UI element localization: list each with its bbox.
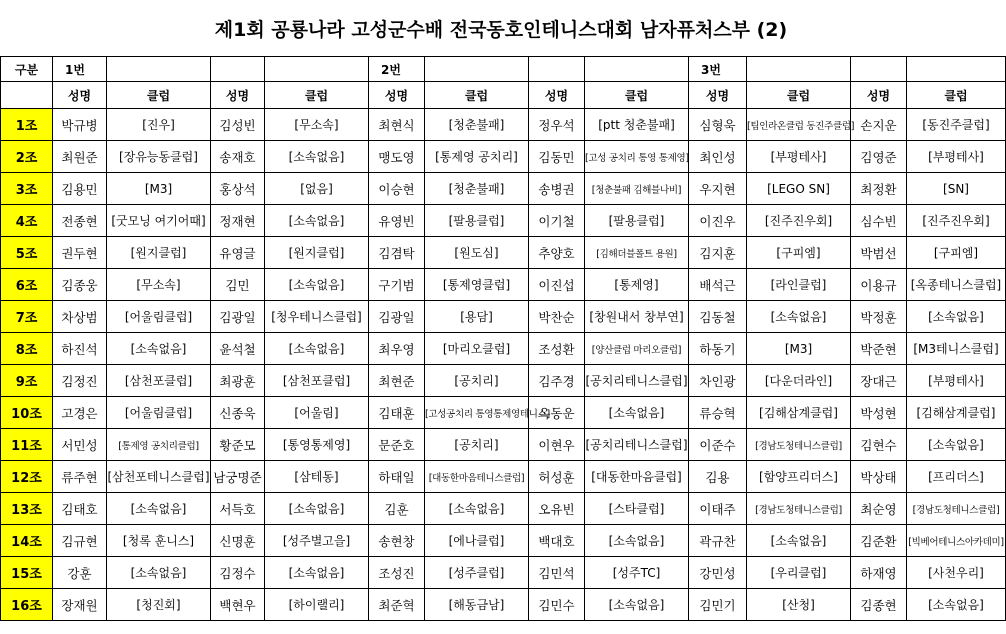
table-row [1, 493, 1006, 525]
player-name-cell: 조성진 [369, 557, 425, 589]
club-cell: [어울림클럽] [107, 301, 211, 333]
player-name-cell: 박상태 [851, 461, 907, 493]
player-name-cell: 윤석철 [211, 333, 265, 365]
group-header-blank [529, 57, 585, 82]
player-name-cell: 김민 [211, 269, 265, 301]
player-name-cell: 김정진 [53, 365, 107, 397]
group-number-cell: 1조 [1, 109, 53, 141]
player-name-cell: 하재영 [851, 557, 907, 589]
player-name-cell: 김광일 [369, 301, 425, 333]
player-name-cell: 김정수 [211, 557, 265, 589]
group-number-cell: 7조 [1, 301, 53, 333]
player-name-cell: 김훈 [369, 493, 425, 525]
name-header: 성명 [53, 82, 107, 109]
gubun-blank-cell [1, 82, 53, 109]
club-cell: [프리더스] [907, 461, 1006, 493]
table-row [1, 333, 1006, 365]
player-name-cell: 우지현 [689, 173, 747, 205]
player-name-cell: 홍상석 [211, 173, 265, 205]
club-cell: [무소속] [265, 109, 369, 141]
club-cell: [소속없음] [425, 493, 529, 525]
group-header-blank [907, 57, 1006, 82]
player-name-cell: 서득호 [211, 493, 265, 525]
player-name-cell: 김준환 [851, 525, 907, 557]
player-name-cell: 하진석 [53, 333, 107, 365]
player-name-cell: 박준현 [851, 333, 907, 365]
group-number-cell: 11조 [1, 429, 53, 461]
table-row [1, 525, 1006, 557]
club-cell: [SN] [907, 173, 1006, 205]
club-cell: [구피엠] [747, 237, 851, 269]
player-name-cell: 구기범 [369, 269, 425, 301]
club-cell: [통제영 공치리클럽] [107, 429, 211, 461]
group-header-row [1, 57, 1006, 82]
club-cell: [원지클럽] [265, 237, 369, 269]
player-name-cell: 김영준 [851, 141, 907, 173]
club-cell: [청춘불패 김해블나비] [585, 173, 689, 205]
club-cell: [어울림] [265, 397, 369, 429]
club-cell: [삼천포클럽] [265, 365, 369, 397]
player-name-cell: 이용규 [851, 269, 907, 301]
player-name-cell: 문준호 [369, 429, 425, 461]
player-name-cell: 김종웅 [53, 269, 107, 301]
table-row [1, 589, 1006, 621]
club-cell: [통영통제영] [265, 429, 369, 461]
group-header-blank [747, 57, 851, 82]
player-name-cell: 유영글 [211, 237, 265, 269]
group-number-cell: 14조 [1, 525, 53, 557]
player-name-cell: 손지운 [851, 109, 907, 141]
player-name-cell: 신종욱 [211, 397, 265, 429]
player-name-cell: 신명훈 [211, 525, 265, 557]
group-number-cell: 4조 [1, 205, 53, 237]
club-cell: [원도심] [425, 237, 529, 269]
player-name-cell: 김현수 [851, 429, 907, 461]
player-name-cell: 김민기 [689, 589, 747, 621]
table-row [1, 173, 1006, 205]
player-name-cell: 송재호 [211, 141, 265, 173]
club-cell: [소속없음] [265, 205, 369, 237]
table-row [1, 237, 1006, 269]
player-name-cell: 김민수 [529, 589, 585, 621]
group-number-cell: 6조 [1, 269, 53, 301]
club-cell: [청춘불패] [425, 173, 529, 205]
player-name-cell: 최순영 [851, 493, 907, 525]
club-cell: [옥종테니스클럽] [907, 269, 1006, 301]
column-header-row [1, 82, 1006, 109]
player-name-cell: 최현식 [369, 109, 425, 141]
club-cell: [소속없음] [265, 141, 369, 173]
club-cell: [소속없음] [265, 269, 369, 301]
club-cell: [함양프리더스] [747, 461, 851, 493]
table-row [1, 461, 1006, 493]
player-name-cell: 남궁명준 [211, 461, 265, 493]
club-cell: [사천우리] [907, 557, 1006, 589]
player-name-cell: 차상범 [53, 301, 107, 333]
group-number-cell: 13조 [1, 493, 53, 525]
club-cell: [공치리] [425, 365, 529, 397]
club-cell: [장유능동클럽] [107, 141, 211, 173]
group-1-header: 1번 [53, 57, 107, 82]
player-name-cell: 추양호 [529, 237, 585, 269]
player-name-cell: 김종현 [851, 589, 907, 621]
club-cell: [M3테니스클럽] [907, 333, 1006, 365]
club-cell: [경남도청테니스클럽] [747, 429, 851, 461]
club-cell: [통제영클럽] [425, 269, 529, 301]
group-number-cell: 3조 [1, 173, 53, 205]
group-3-header: 3번 [689, 57, 747, 82]
player-name-cell: 김용민 [53, 173, 107, 205]
player-name-cell: 박성현 [851, 397, 907, 429]
player-name-cell: 김용 [689, 461, 747, 493]
club-cell: [M3] [747, 333, 851, 365]
player-name-cell: 이진우 [689, 205, 747, 237]
club-cell: [없음] [265, 173, 369, 205]
group-header-blank [851, 57, 907, 82]
club-cell: [어울림클럽] [107, 397, 211, 429]
player-name-cell: 송병권 [529, 173, 585, 205]
club-cell: [소속없음] [585, 525, 689, 557]
club-cell: [에나클럽] [425, 525, 529, 557]
player-name-cell: 배석근 [689, 269, 747, 301]
player-name-cell: 류주현 [53, 461, 107, 493]
table-row [1, 109, 1006, 141]
club-cell: [진우] [107, 109, 211, 141]
club-cell: [삼천포테니스클럽] [107, 461, 211, 493]
club-cell: [구피엠] [907, 237, 1006, 269]
player-name-cell: 하동기 [689, 333, 747, 365]
club-cell: [공치리] [425, 429, 529, 461]
draw-table [0, 56, 1006, 621]
player-name-cell: 정재현 [211, 205, 265, 237]
player-name-cell: 박찬순 [529, 301, 585, 333]
page-title: 제1회 공룡나라 고성군수배 전국동호인테니스대회 남자퓨처스부 (2) [214, 18, 788, 41]
club-cell: [소속없음] [907, 589, 1006, 621]
player-name-cell: 권두현 [53, 237, 107, 269]
club-cell: [소속없음] [265, 557, 369, 589]
club-cell: [김해더블폴트 용원] [585, 237, 689, 269]
gubun-header: 구분 [1, 57, 53, 82]
player-name-cell: 이준수 [689, 429, 747, 461]
club-cell: [김해삼계클럽] [907, 397, 1006, 429]
club-header: 클럽 [265, 82, 369, 109]
club-cell: [양산클럽 마리오클럽] [585, 333, 689, 365]
player-name-cell: 박규병 [53, 109, 107, 141]
player-name-cell: 김규현 [53, 525, 107, 557]
table-row [1, 205, 1006, 237]
club-header: 클럽 [747, 82, 851, 109]
club-cell: [청진회] [107, 589, 211, 621]
player-name-cell: 이기철 [529, 205, 585, 237]
player-name-cell: 김동민 [529, 141, 585, 173]
club-cell: [소속없음] [107, 333, 211, 365]
table-row [1, 429, 1006, 461]
club-header: 클럽 [107, 82, 211, 109]
club-cell: [팀인라온클럽 동진주클럽] [747, 109, 851, 141]
club-cell: [소속없음] [907, 301, 1006, 333]
club-cell: [소속없음] [265, 493, 369, 525]
club-cell: [창원내서 창부연] [585, 301, 689, 333]
club-cell: [청우테니스클럽] [265, 301, 369, 333]
player-name-cell: 박범선 [851, 237, 907, 269]
player-name-cell: 고경은 [53, 397, 107, 429]
club-header: 클럽 [907, 82, 1006, 109]
player-name-cell: 이승현 [369, 173, 425, 205]
club-cell: [팔용클럽] [585, 205, 689, 237]
club-cell: [산청] [747, 589, 851, 621]
club-cell: [통제영 공치리] [425, 141, 529, 173]
club-header: 클럽 [585, 82, 689, 109]
club-cell: [부평테사] [907, 365, 1006, 397]
group-number-cell: 8조 [1, 333, 53, 365]
player-name-cell: 최우영 [369, 333, 425, 365]
club-cell: [굿모닝 여기어때] [107, 205, 211, 237]
club-cell: [경남도청테니스클럽] [747, 493, 851, 525]
player-name-cell: 심형욱 [689, 109, 747, 141]
club-cell: [청춘불패] [425, 109, 529, 141]
player-name-cell: 최준혁 [369, 589, 425, 621]
group-number-cell: 16조 [1, 589, 53, 621]
name-header: 성명 [689, 82, 747, 109]
group-2-header: 2번 [369, 57, 425, 82]
club-cell: [해동금남] [425, 589, 529, 621]
player-name-cell: 이태주 [689, 493, 747, 525]
club-cell: [소속없음] [747, 301, 851, 333]
club-cell: [대동한마음테니스클럽] [425, 461, 529, 493]
player-name-cell: 허성훈 [529, 461, 585, 493]
player-name-cell: 전종현 [53, 205, 107, 237]
club-cell: [고성 공치리 통영 통제영] [585, 141, 689, 173]
name-header: 성명 [851, 82, 907, 109]
player-name-cell: 정우석 [529, 109, 585, 141]
club-cell: [김해삼계클럽] [747, 397, 851, 429]
player-name-cell: 류승혁 [689, 397, 747, 429]
table-row [1, 301, 1006, 333]
player-name-cell: 최인성 [689, 141, 747, 173]
player-name-cell: 강민성 [689, 557, 747, 589]
club-cell: [M3] [107, 173, 211, 205]
club-cell: [부평테사] [907, 141, 1006, 173]
player-name-cell: 김겸탁 [369, 237, 425, 269]
club-cell: [청록 훈니스] [107, 525, 211, 557]
group-header-blank [107, 57, 211, 82]
club-cell: [소속없음] [265, 333, 369, 365]
table-row [1, 397, 1006, 429]
club-cell: [빅베어테니스아카데미] [907, 525, 1006, 557]
player-name-cell: 최정환 [851, 173, 907, 205]
group-header-blank [425, 57, 529, 82]
player-name-cell: 김성빈 [211, 109, 265, 141]
group-number-cell: 12조 [1, 461, 53, 493]
player-name-cell: 김태호 [53, 493, 107, 525]
player-name-cell: 옥동운 [529, 397, 585, 429]
club-cell: [진주진우회] [907, 205, 1006, 237]
club-cell: [용담] [425, 301, 529, 333]
club-cell: [소속없음] [907, 429, 1006, 461]
club-cell: [팔용클럽] [425, 205, 529, 237]
club-cell: [삼테동] [265, 461, 369, 493]
player-name-cell: 김민석 [529, 557, 585, 589]
player-name-cell: 심수빈 [851, 205, 907, 237]
club-cell: [소속없음] [747, 525, 851, 557]
club-cell: [통제영] [585, 269, 689, 301]
player-name-cell: 송현창 [369, 525, 425, 557]
club-cell: [라인클럽] [747, 269, 851, 301]
player-name-cell: 이진섭 [529, 269, 585, 301]
player-name-cell: 최원준 [53, 141, 107, 173]
club-cell: [대동한마음클럽] [585, 461, 689, 493]
club-cell: [공치리테니스클럽] [585, 429, 689, 461]
player-name-cell: 백대호 [529, 525, 585, 557]
club-cell: [삼천포클럽] [107, 365, 211, 397]
player-name-cell: 하태일 [369, 461, 425, 493]
player-name-cell: 차인광 [689, 365, 747, 397]
player-name-cell: 김태훈 [369, 397, 425, 429]
club-cell: [성주TC] [585, 557, 689, 589]
club-cell: [원지클럽] [107, 237, 211, 269]
club-cell: [소속없음] [585, 397, 689, 429]
player-name-cell: 황준모 [211, 429, 265, 461]
player-name-cell: 강훈 [53, 557, 107, 589]
player-name-cell: 이현우 [529, 429, 585, 461]
club-cell: [진주진우회] [747, 205, 851, 237]
group-header-blank [211, 57, 265, 82]
group-number-cell: 15조 [1, 557, 53, 589]
player-name-cell: 서민성 [53, 429, 107, 461]
group-number-cell: 10조 [1, 397, 53, 429]
club-cell: [ptt 청춘불패] [585, 109, 689, 141]
club-cell: [무소속] [107, 269, 211, 301]
club-cell: [소속없음] [107, 493, 211, 525]
club-cell: [경남도청테니스클럽] [907, 493, 1006, 525]
club-cell: [소속없음] [107, 557, 211, 589]
player-name-cell: 김광일 [211, 301, 265, 333]
club-cell: [LEGO SN] [747, 173, 851, 205]
table-row [1, 365, 1006, 397]
group-header-blank [585, 57, 689, 82]
player-name-cell: 유영빈 [369, 205, 425, 237]
club-cell: [스타클럽] [585, 493, 689, 525]
name-header: 성명 [211, 82, 265, 109]
player-name-cell: 조성환 [529, 333, 585, 365]
player-name-cell: 김동철 [689, 301, 747, 333]
club-cell: [하이랠리] [265, 589, 369, 621]
table-row [1, 557, 1006, 589]
name-header: 성명 [369, 82, 425, 109]
table-row [1, 269, 1006, 301]
group-header-blank [265, 57, 369, 82]
club-cell: [고성공치리 통영통제영테니스] [425, 397, 529, 429]
club-cell: [동진주클럽] [907, 109, 1006, 141]
group-number-cell: 9조 [1, 365, 53, 397]
name-header: 성명 [529, 82, 585, 109]
player-name-cell: 박정훈 [851, 301, 907, 333]
player-name-cell: 장재원 [53, 589, 107, 621]
player-name-cell: 장대근 [851, 365, 907, 397]
player-name-cell: 맹도영 [369, 141, 425, 173]
group-number-cell: 2조 [1, 141, 53, 173]
player-name-cell: 곽규찬 [689, 525, 747, 557]
player-name-cell: 오유빈 [529, 493, 585, 525]
club-cell: [우리클럽] [747, 557, 851, 589]
club-cell: [성주별고을] [265, 525, 369, 557]
club-cell: [소속없음] [585, 589, 689, 621]
group-number-cell: 5조 [1, 237, 53, 269]
player-name-cell: 백현우 [211, 589, 265, 621]
club-cell: [성주클럽] [425, 557, 529, 589]
club-cell: [공치리테니스클럽] [585, 365, 689, 397]
table-row [1, 141, 1006, 173]
club-cell: [부평테사] [747, 141, 851, 173]
player-name-cell: 김지훈 [689, 237, 747, 269]
club-header: 클럽 [425, 82, 529, 109]
player-name-cell: 최현준 [369, 365, 425, 397]
player-name-cell: 최광훈 [211, 365, 265, 397]
player-name-cell: 김주경 [529, 365, 585, 397]
club-cell: [다운더라인] [747, 365, 851, 397]
club-cell: [마리오클럽] [425, 333, 529, 365]
